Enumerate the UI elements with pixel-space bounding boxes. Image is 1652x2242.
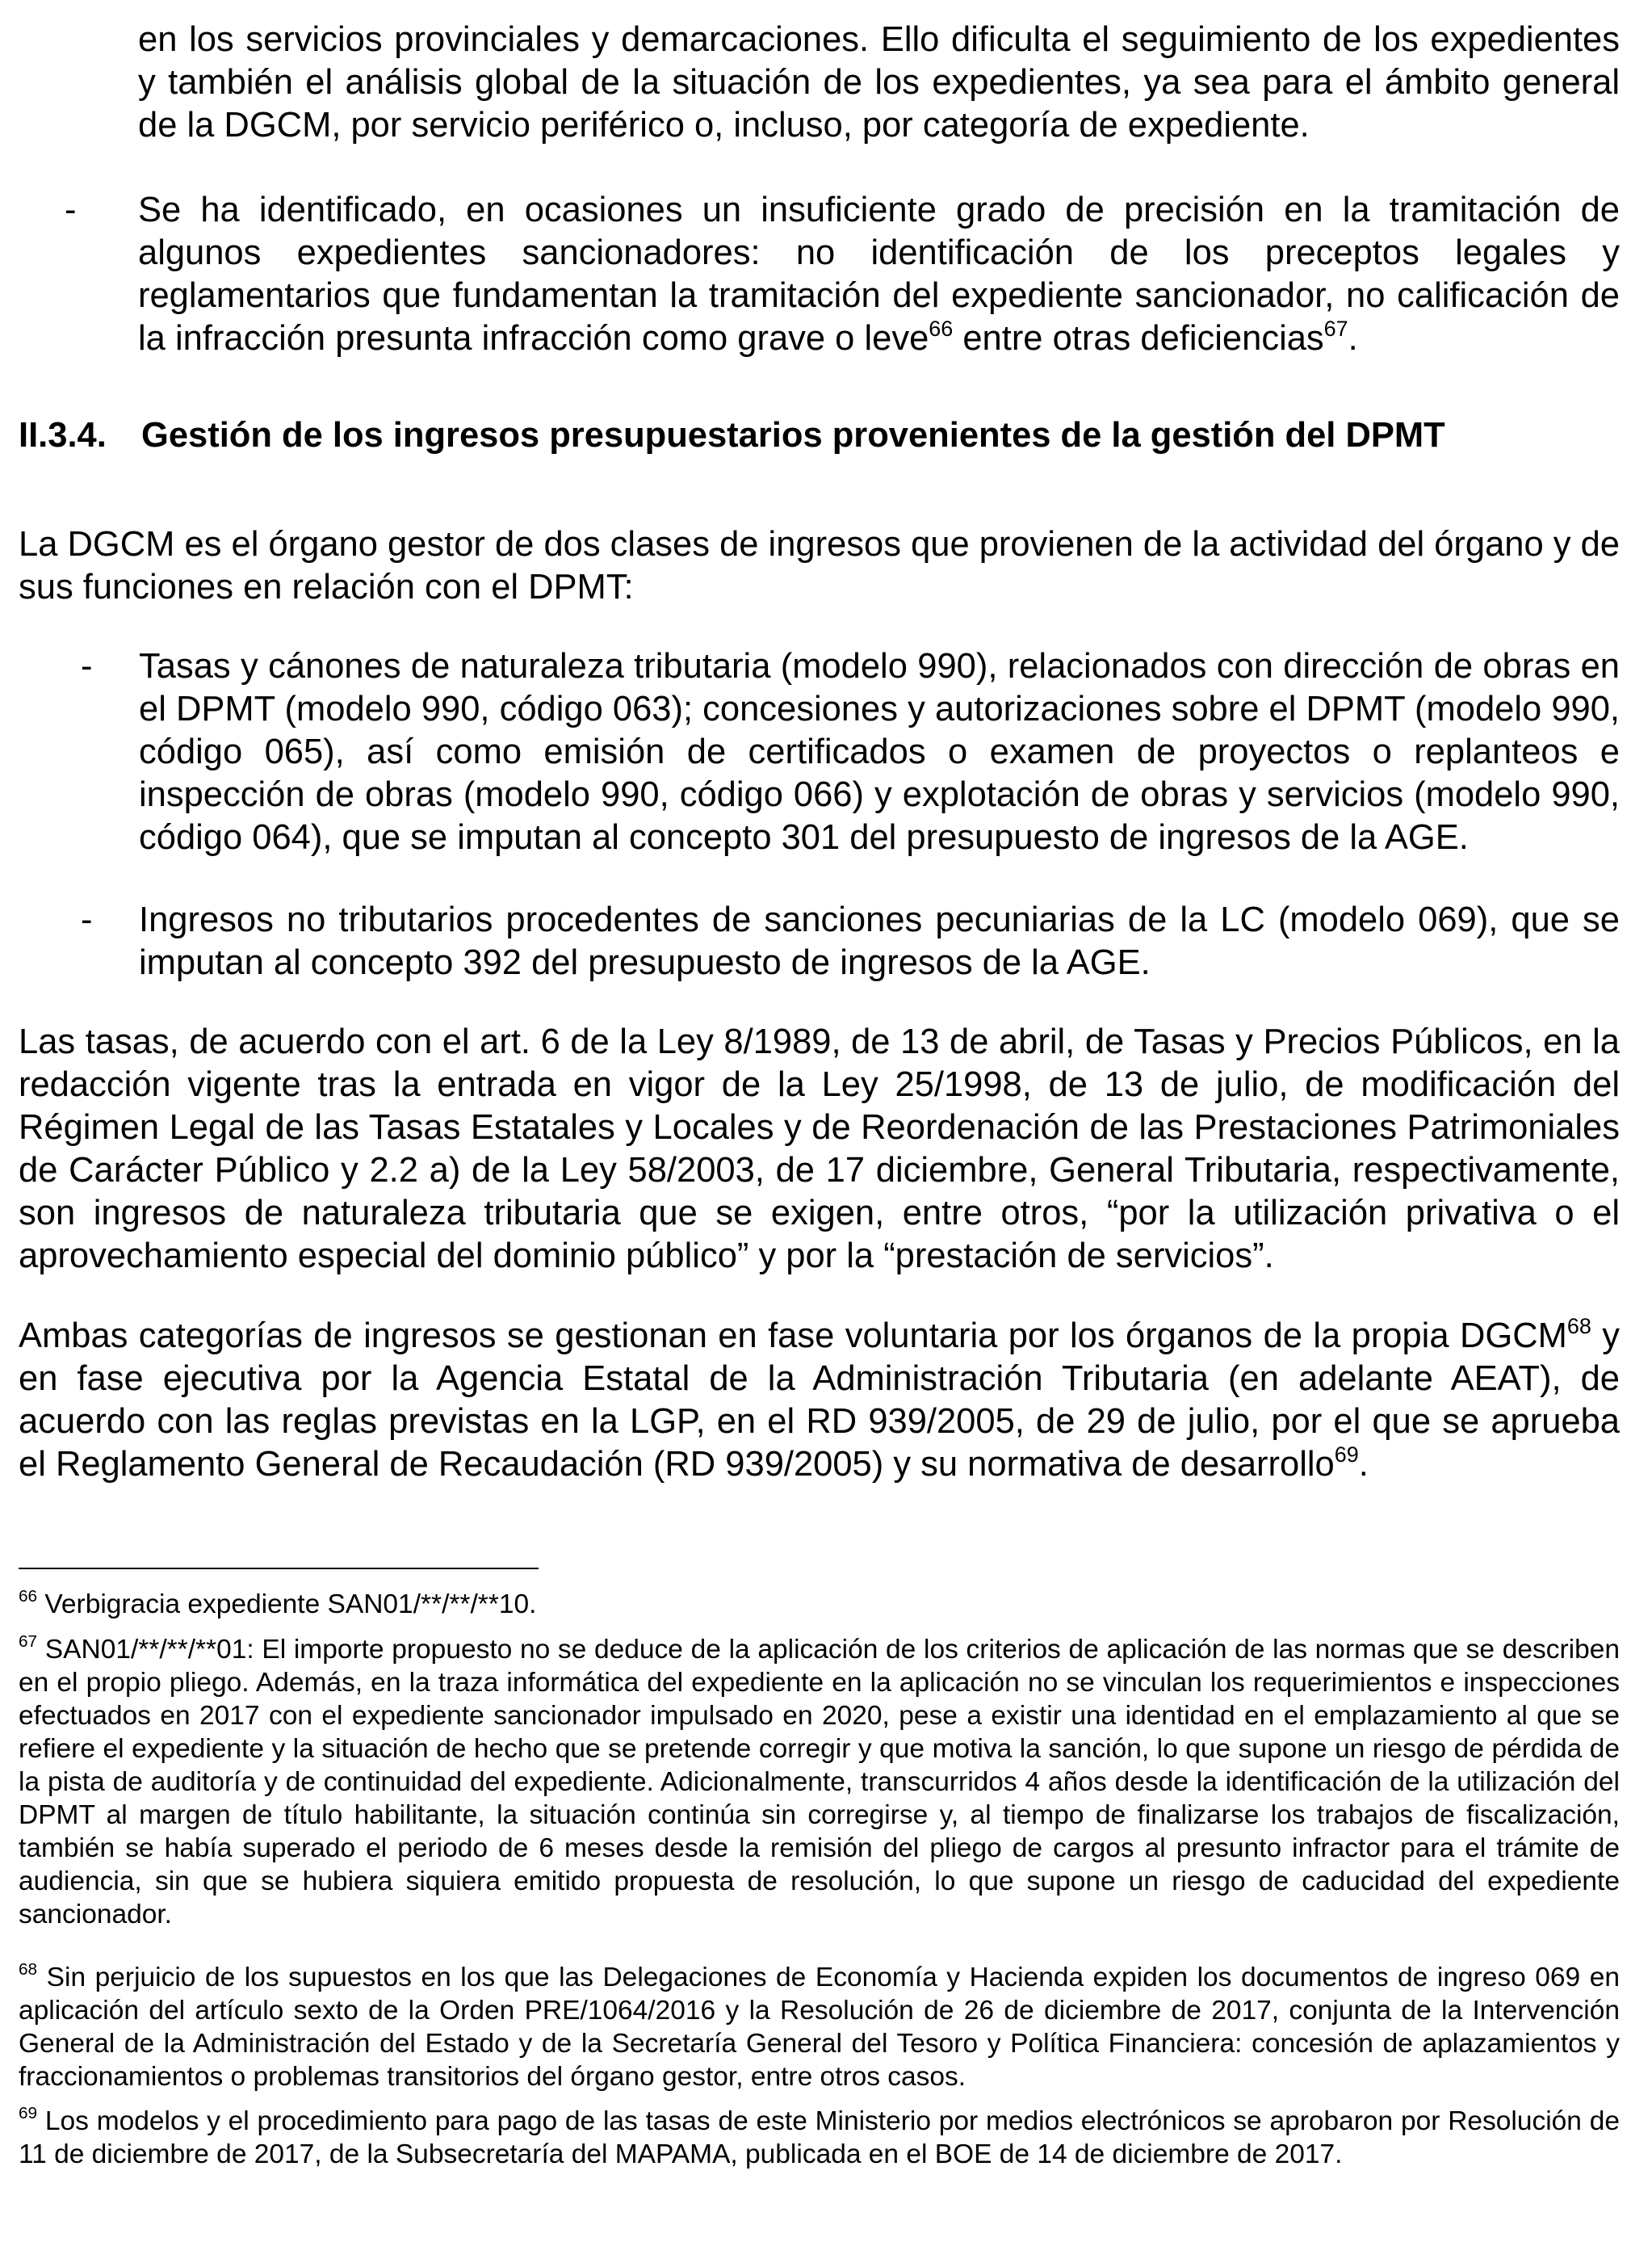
bullet-dash: - (81, 901, 93, 939)
paragraph-text: Ambas categorías de ingresos se gestionan en fase voluntaria por los órganos de la propia DGCM (19, 1316, 1567, 1355)
paragraph-text-end: . (1358, 1445, 1369, 1484)
footnote-number: 68 (19, 1959, 38, 1979)
footnote-67 (19, 1633, 1620, 1931)
section-heading (19, 414, 1445, 457)
footnote-ref-67[interactable]: 67 (1323, 316, 1348, 341)
footnote-ref-68[interactable]: 68 (1566, 1313, 1591, 1338)
footnote-number: 67 (19, 1631, 38, 1651)
bullet-paragraph-tasas: Tasas y cánones de naturaleza tributaria (modelo 990), relacionados con dirección de obras en el DPMT (modelo 990, código 063); concesiones y autorizaciones sobre el DPMT (modelo 990, código 065), así como emisión de certificados o examen de proyectos o replanteos e inspección de obras (modelo 990, código 066) y explotación de obras y servicios (modelo 990, código 064), que se imputan al concepto 301 del presupuesto de ingresos de la AGE. (139, 647, 1620, 857)
bullet-text: Se ha identificado, en ocasiones un insuficiente grado de precisión en la tramitación de algunos expedientes sancionadores: no identificación de los preceptos legales y reglamentarios que fundamentan la tramitación del expediente sancionador, no calificación de la infracción presunta infracción como grave o leve (138, 191, 1620, 358)
section-number: II.3.4. (19, 416, 107, 455)
footnote-69 (19, 2105, 1620, 2171)
footnote-68 (19, 1961, 1620, 2093)
paragraph-tasas-ley: Las tasas, de acuerdo con el art. 6 de la Ley 8/1989, de 13 de abril, de Tasas y Precios Públicos, en la redacción vigente tras la entrada en vigor de la Ley 25/1998, de 13 de julio, de modificación del Régimen Legal de las Tasas Estatales y Locales y de Reordenación de las Prestaciones Patrimoniales de Carácter Público y 2.2 a) de la Ley 58/2003, de 17 diciembre, General Tributaria, respectivamente, son ingresos de naturaleza tributaria que se exigen, entre otros, “por la utilización privativa o el aprovechamiento especial del dominio público” y por la “prestación de servicios”. (19, 1022, 1620, 1275)
bullet-text-mid: entre otras deficiencias (953, 319, 1324, 358)
section-title: Gestión de los ingresos presupuestarios provenientes de la gestión del DPMT (141, 416, 1445, 455)
bullet-paragraph-sanciones: Ingresos no tributarios procedentes de sanciones pecuniarias de la LC (modelo 069), que se imputan al concepto 392 del presupuesto de ingresos de la AGE. (139, 901, 1620, 982)
footnote-text: Sin perjuicio de los supuestos en los que las Delegaciones de Economía y Hacienda expiden los documentos de ingreso 069 en aplicación del artículo sexto de la Orden PRE/1064/2016 y la Resolución de 26 de diciembre de 2017, conjunta de la Intervención General de la Administración del Estado y de la Secretaría General del Tesoro y Política Financiera: concesión de aplazamientos y fraccionamientos o problemas transitorios del órgano gestor, entre otros casos. (19, 1963, 1620, 2092)
footnote-number: 66 (19, 1586, 38, 1606)
paragraph-text-mid: y en fase ejecutiva por la Agencia Estatal de la Administración Tributaria (en adelante AEAT), de acuerdo con las reglas previstas en la LGP, en el RD 939/2005, de 29 de julio, por el que se aprueba el Reglamento General de Recaudación (RD 939/2005) y su normativa de desarrollo (19, 1316, 1620, 1484)
footnote-ref-66[interactable]: 66 (929, 316, 954, 341)
footnote-separator (19, 1568, 539, 1569)
intro-paragraph: La DGCM es el órgano gestor de dos clases de ingresos que provienen de la actividad del órgano y de sus funciones en relación con el DPMT: (19, 525, 1620, 607)
footnote-text: Los modelos y el procedimiento para pago de las tasas de este Ministerio por medios electrónicos se aprobaron por Resolución de 11 de diciembre de 2017, de la Subsecretaría del MAPAMA, publicada en el BOE de 14 de diciembre de 2017. (19, 2106, 1620, 2169)
footnote-66 (19, 1588, 1620, 1621)
paragraph-ambas-categorias (19, 1315, 1620, 1486)
bullet-dash: - (81, 647, 93, 686)
footnote-ref-69[interactable]: 69 (1334, 1442, 1359, 1467)
bullet-text-end: . (1348, 319, 1358, 358)
continuation-paragraph: en los servicios provinciales y demarcaciones. Ello dificulta el seguimiento de los expedientes y también el análisis global de la situación de los expedientes, ya sea para el ámbito general de la DGCM, por servicio periférico o, incluso, por categoría de expediente. (138, 20, 1620, 145)
bullet-dash: - (65, 191, 77, 229)
footnote-number: 69 (19, 2103, 38, 2122)
footnote-text: Verbigracia expediente SAN01/**/**/**10. (37, 1589, 537, 1619)
bullet-paragraph-precision (138, 189, 1620, 360)
footnote-text: SAN01/**/**/**01: El importe propuesto no se deduce de la aplicación de los criterios de aplicación de las normas que se describen en el propio pliego. Además, en la traza informática del expediente en la aplicación no se vinculan los requerimientos e inspecciones efectuados en 2017 con el expediente sancionador impulsado en 2020, pese a existir una identidad en el emplazamiento al que se refiere el expediente y la situación de hecho que se pretende corregir y que motiva la sanción, lo que supone un riesgo de pérdida de la pista de auditoría y de continuidad del expediente. Adicionalmente, transcurridos 4 años desde la identificación de la utilización del DPMT al margen de título habilitante, la situación continúa sin corregirse y, al tiempo de finalizarse los trabajos de fiscalización, también se había superado el periodo de 6 meses desde la remisión del pliego de cargos al presunto infractor para el trámite de audiencia, sin que se hubiera siquiera emitido propuesta de resolución, lo que supone un riesgo de caducidad del expediente sancionador. (19, 1635, 1620, 1929)
